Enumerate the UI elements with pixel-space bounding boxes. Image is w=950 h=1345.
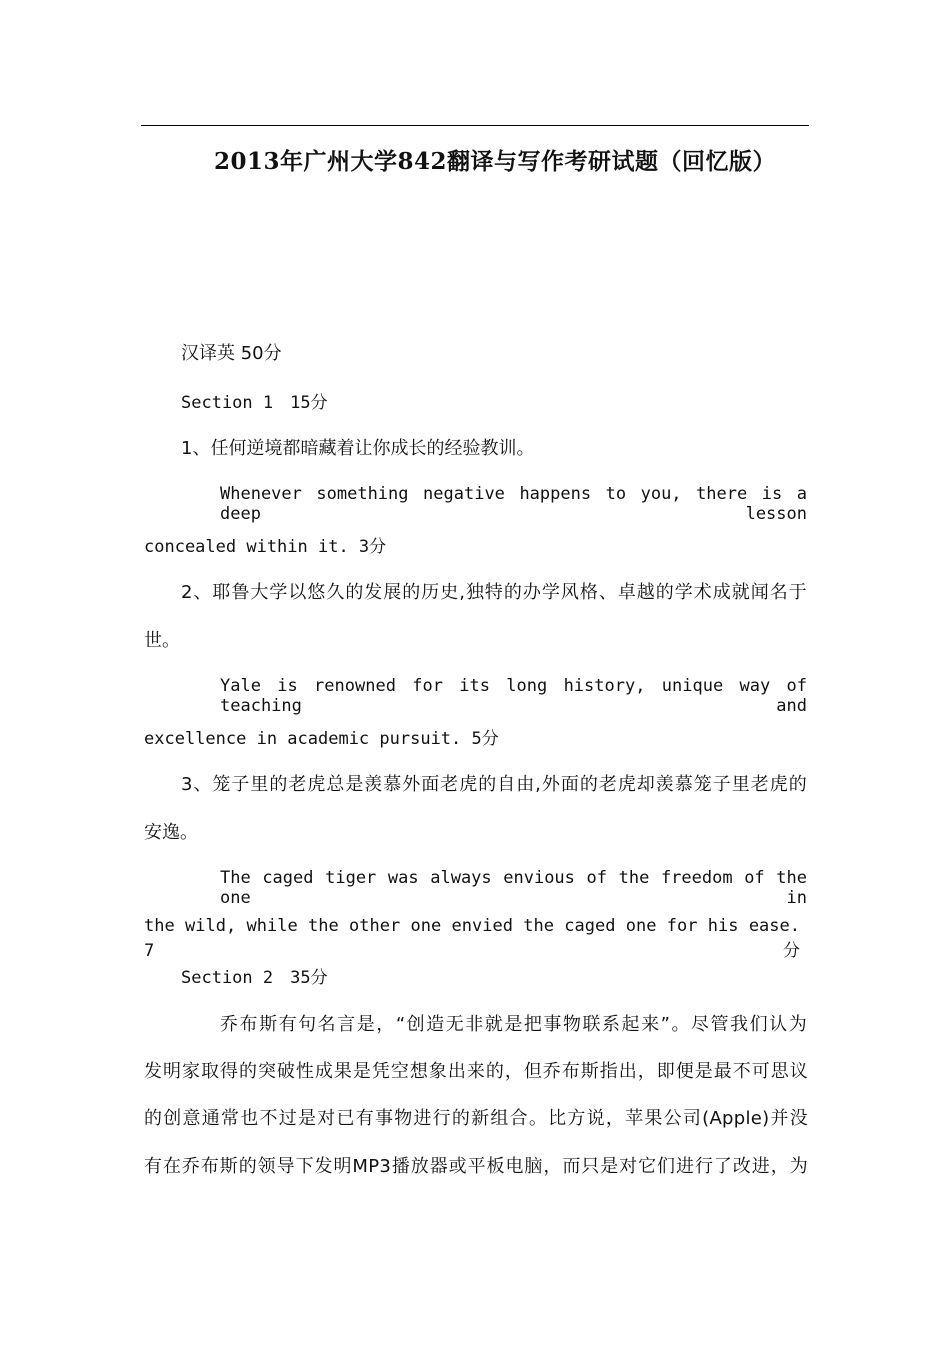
section1-heading: Section 1 15分 bbox=[181, 393, 328, 413]
question-2-chinese-line2: 世。 bbox=[144, 630, 180, 651]
passage-line-3: 的创意通常也不过是对已有事物进行的新组合。比方说，苹果公司(Apple)并没 bbox=[144, 1108, 808, 1129]
question-2-chinese-line1: 2、耶鲁大学以悠久的发展的历史,独特的办学风格、卓越的学术成就闻名于 bbox=[181, 582, 807, 603]
passage-line-4: 有在乔布斯的领导下发明MP3播放器或平板电脑，而只是对它们进行了改进，为 bbox=[144, 1156, 808, 1177]
question-3-chinese-line2: 安逸。 bbox=[144, 822, 198, 843]
passage-line-1: 乔布斯有句名言是，“创造无非就是把事物联系起来”。尽管我们认为 bbox=[220, 1014, 807, 1035]
page-title: 2013年广州大学842翻译与写作考研试题（回忆版） bbox=[213, 148, 777, 175]
question-2-english-line2: excellence in academic pursuit. 5分 bbox=[144, 729, 499, 749]
passage-line-2: 发明家取得的突破性成果是凭空想象出来的，但乔布斯指出，即便是最不可思议 bbox=[144, 1061, 808, 1082]
header-rule bbox=[141, 125, 809, 126]
question-3-english-line2: the wild, while the other one envied the caged one for his ease. 7分 bbox=[144, 916, 800, 961]
question-1-english-line2: concealed within it. 3分 bbox=[144, 537, 387, 557]
question-1-chinese: 1、任何逆境都暗藏着让你成长的经验教训。 bbox=[181, 438, 535, 459]
question-3-english-line1: The caged tiger was always envious of the freedom of the one in bbox=[220, 868, 807, 908]
part-heading: 汉译英 50分 bbox=[181, 343, 282, 364]
question-3-chinese-line1: 3、笼子里的老虎总是羡慕外面老虎的自由,外面的老虎却羡慕笼子里老虎的 bbox=[181, 774, 807, 795]
section2-heading: Section 2 35分 bbox=[181, 968, 328, 988]
question-1-english-line1: Whenever something negative happens to you, there is a deep lesson bbox=[220, 484, 807, 524]
question-2-english-line1: Yale is renowned for its long history, unique way of teaching and bbox=[220, 676, 807, 716]
